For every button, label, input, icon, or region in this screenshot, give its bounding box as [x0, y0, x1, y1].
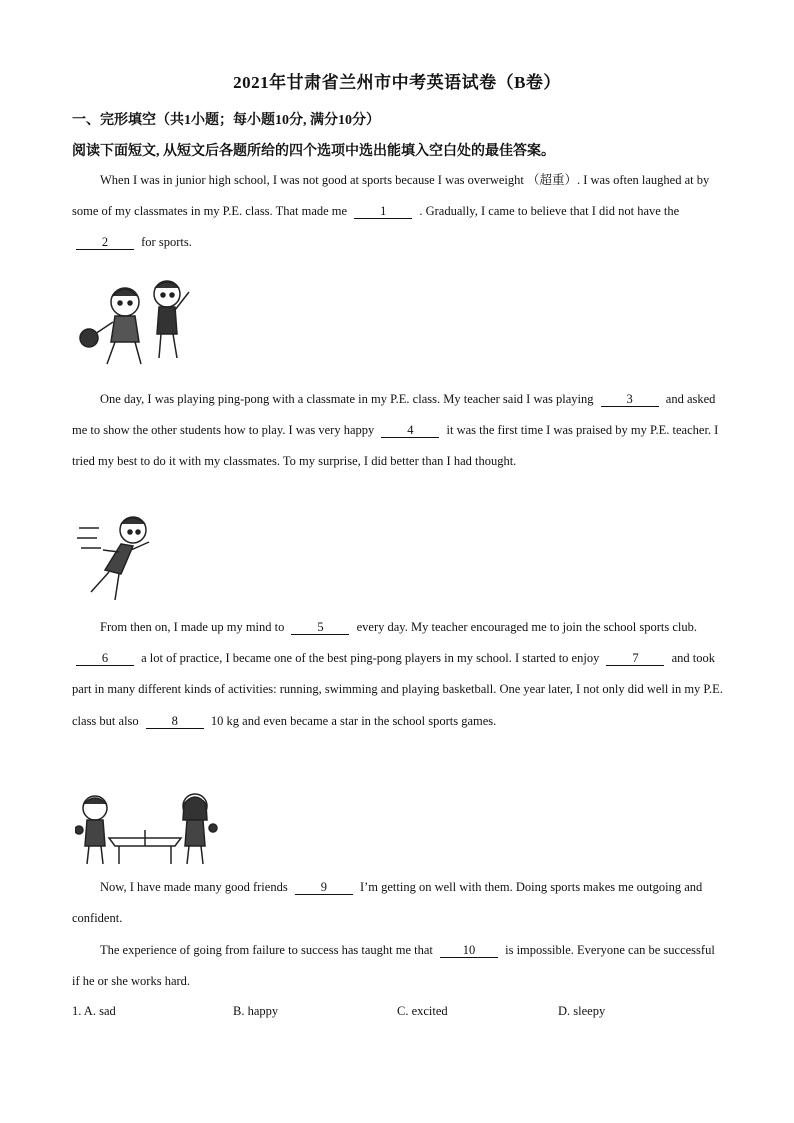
p5-text-c: is impossible. Everyone can be successful if he or she works hard. — [72, 943, 715, 989]
pingpong-illustration — [75, 790, 220, 870]
p2-text-a: One day, I was playing ping-pong with a classmate in my P.E. class. My teacher said I was playing — [100, 392, 594, 406]
q1-option-a[interactable]: 1. A. sad — [72, 1004, 116, 1018]
blank-3[interactable]: 3 — [601, 392, 659, 407]
p1-text-d: for sports. — [141, 235, 192, 250]
blank-8[interactable]: 8 — [146, 714, 204, 729]
paragraph-1 — [72, 165, 724, 259]
paragraph-5 — [72, 935, 724, 997]
instruction-text: 阅读下面短文, 从短文后各题所给的四个选项中选出能填入空白处的最佳答案。 — [72, 144, 555, 159]
blank-4[interactable]: 4 — [381, 423, 439, 438]
paragraph-4 — [72, 872, 724, 934]
blank-6[interactable]: 6 — [76, 651, 134, 666]
blank-9[interactable]: 9 — [295, 880, 353, 895]
blank-1[interactable]: 1 — [354, 204, 412, 219]
paragraph-2 — [72, 384, 724, 478]
p2-text-d: it was the first time I was praised by my P.E. teacher. I tried my best to do it with my classmates. To my surprise, I did better than I had thought. — [72, 423, 719, 469]
p3-text-a: From then on, I made up my mind to — [100, 620, 285, 634]
blank-5[interactable]: 5 — [291, 620, 349, 635]
p5-text-a: The experience of going from failure to success has taught me that — [100, 943, 433, 957]
p2-text-c: and asked me to show the other students how to play. I was very happy — [72, 392, 716, 438]
q1-option-b[interactable]: B. happy — [233, 1004, 279, 1018]
p3-text-e: and took part in many different kinds of activities: running, swimming and playing basketball. One year later, I not only did well in my P.E. class but also — [72, 651, 723, 728]
blank-10[interactable]: 10 — [440, 943, 498, 958]
blank-7[interactable]: 7 — [606, 651, 664, 666]
q1-option-c[interactable]: C. excited — [397, 1004, 448, 1018]
section-heading: 一、完形填空（共1小题；每小题10分, 满分10分） — [72, 113, 380, 128]
basketball-illustration — [75, 272, 195, 377]
p3-text-c: every day. My teacher encouraged me to join the school sports club. — [356, 620, 698, 634]
q1-option-d[interactable]: D. sleepy — [558, 1004, 606, 1018]
p3-text-f: 10 kg and even became a star in the school sports games. — [210, 713, 497, 728]
paragraph-3 — [72, 612, 724, 737]
p3-text-d: a lot of practice, I became one of the best ping-pong players in my school. I started to enjoy — [141, 651, 600, 666]
p1-text-a: When I was in junior high school, I was not good at sports because I was overweight （超重）. I was often laughed at by some of my classmates in my P.E. class. That made me — [72, 173, 710, 219]
p1-text-c: . Gradually, I came to believe that I did not have the — [419, 204, 680, 219]
blank-2[interactable]: 2 — [76, 235, 134, 250]
p4-text-c: I’m getting on well with them. Doing sports makes me outgoing and confident. — [72, 880, 703, 926]
p4-text-a: Now, I have made many good friends — [100, 880, 288, 894]
page-title: 2021年甘肃省兰州市中考英语试卷（B卷） — [233, 73, 561, 92]
runner-illustration — [75, 508, 165, 603]
